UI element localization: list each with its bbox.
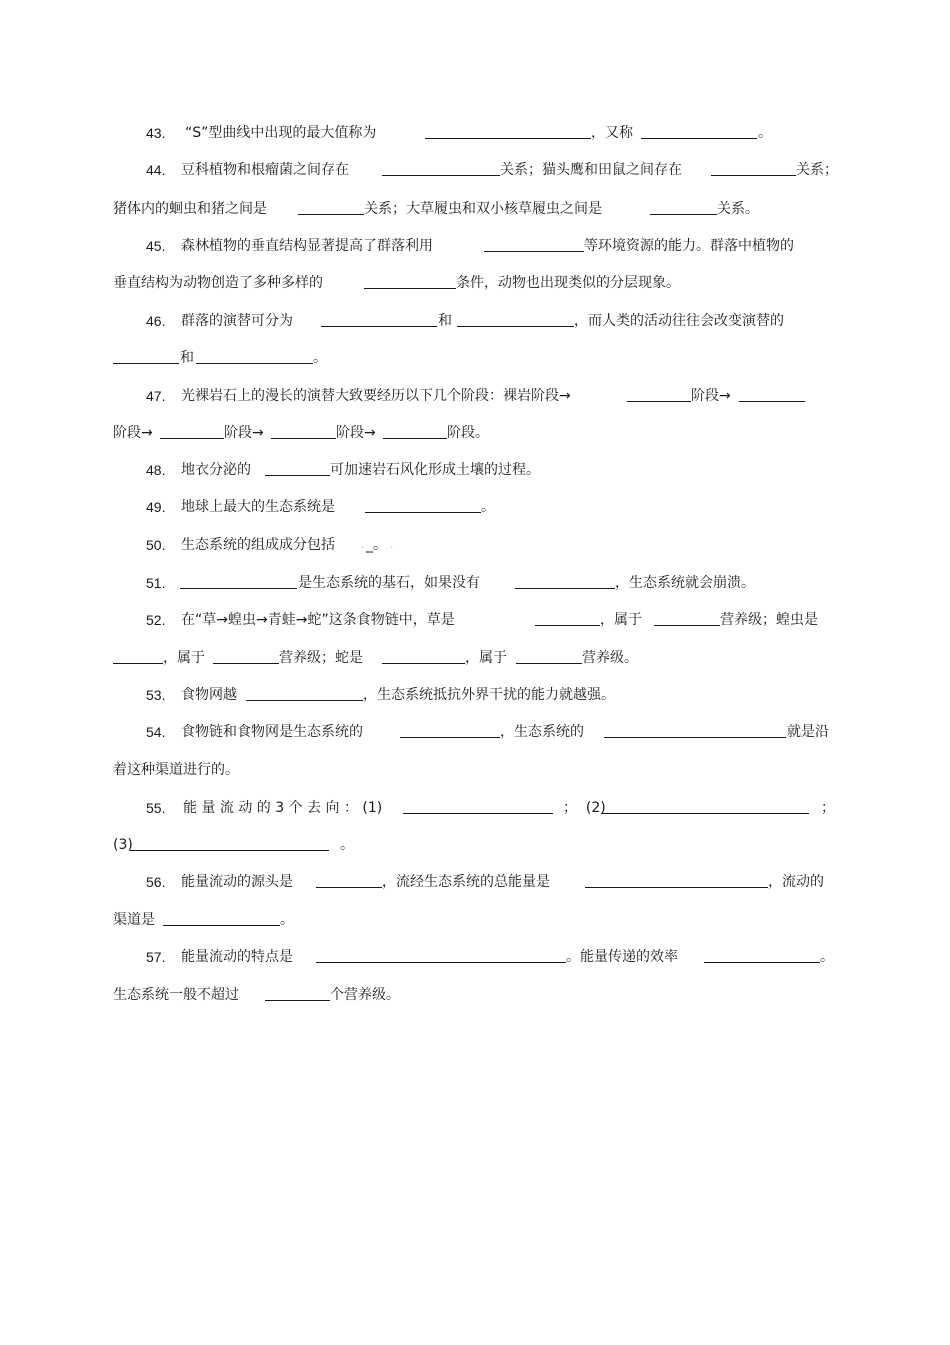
question-number: 56. — [146, 874, 166, 890]
answer-blank[interactable] — [246, 700, 363, 701]
question-47 — [0, 384, 950, 408]
question-text: 食物链和食物网是生态系统的 — [181, 724, 363, 740]
question-text: 和 — [180, 350, 194, 366]
question-text: 个营养级。 — [330, 987, 400, 1003]
question-52 — [0, 608, 950, 632]
answer-blank[interactable] — [711, 175, 796, 176]
question-text: 阶段→ — [336, 425, 376, 441]
question-56-cont — [0, 908, 950, 932]
answer-blank[interactable] — [160, 438, 224, 439]
question-text: 。能量传递的效率 — [566, 949, 678, 965]
question-number: 44. — [146, 162, 166, 178]
question-number: 43. — [146, 125, 166, 141]
question-45 — [0, 234, 950, 258]
question-text: 。 — [481, 499, 495, 515]
question-46-cont — [0, 346, 950, 370]
question-text: 渠道是 — [113, 912, 155, 928]
answer-blank[interactable] — [654, 625, 720, 626]
question-text: 豆科植物和根瘤菌之间存在 — [181, 162, 349, 178]
question-number: 55. — [146, 800, 166, 816]
question-57 — [0, 945, 950, 969]
question-text: 等环境资源的能力。群落中植物的 — [584, 238, 794, 254]
question-text: 和 — [438, 313, 452, 329]
question-text: ； — [821, 800, 835, 816]
answer-blank[interactable] — [382, 663, 465, 664]
question-54-cont — [0, 758, 950, 782]
question-text: 地球上最大的生态系统是 — [181, 499, 335, 515]
question-text: 。 — [280, 912, 294, 928]
answer-blank[interactable] — [515, 588, 615, 589]
answer-blank[interactable] — [484, 251, 584, 252]
answer-blank[interactable] — [739, 401, 805, 402]
question-text: 生态系统的组成成分包括 — [181, 537, 335, 553]
question-text: 能量流动的特点是 — [181, 949, 293, 965]
answer-blank[interactable] — [704, 962, 820, 963]
question-51 — [0, 571, 950, 595]
question-56 — [0, 870, 950, 894]
question-text: 阶段→ — [224, 425, 264, 441]
question-46 — [0, 309, 950, 333]
question-text: (3) — [113, 837, 133, 853]
question-text: 能 量 流 动 的 3 个 去 向 ： (1) — [183, 800, 383, 816]
question-text: ； (2) — [563, 800, 606, 816]
question-55 — [0, 796, 950, 820]
question-text: ，生态系统抵抗外界干扰的能力就越强。 — [363, 687, 615, 703]
question-text: ，属于 — [600, 612, 642, 628]
question-number: 54. — [146, 724, 166, 740]
question-48 — [0, 458, 950, 482]
question-text: 猪体内的蛔虫和猪之间是 — [113, 201, 267, 217]
question-text: 营养级。 — [582, 650, 638, 666]
question-text: ，生态系统的 — [500, 724, 584, 740]
answer-blank[interactable] — [130, 850, 329, 851]
answer-blank[interactable] — [265, 1000, 330, 1001]
question-text: 关系。 — [717, 201, 759, 217]
question-number: 45. — [146, 238, 166, 254]
answer-blank[interactable] — [601, 813, 809, 814]
answer-blank[interactable] — [425, 138, 591, 139]
question-text: ，流动的 — [768, 874, 824, 890]
question-text: 阶段。 — [447, 425, 489, 441]
question-text: 关系； — [796, 162, 838, 178]
question-text: 森林植物的垂直结构显著提高了群落利用 — [181, 238, 433, 254]
question-text: 阶段→ — [691, 388, 731, 404]
answer-blank[interactable] — [641, 138, 757, 139]
answer-blank[interactable] — [516, 663, 582, 664]
answer-blank[interactable] — [316, 887, 382, 888]
question-text: 地衣分泌的 — [181, 462, 251, 478]
question-text: ，属于 — [465, 650, 507, 666]
answer-blank[interactable] — [316, 962, 566, 963]
question-number: 57. — [146, 949, 166, 965]
question-text: 。 — [758, 125, 772, 141]
question-number: 53. — [146, 687, 166, 703]
question-44 — [0, 158, 950, 182]
answer-blank[interactable] — [271, 438, 336, 439]
answer-blank[interactable] — [457, 326, 574, 327]
answer-blank[interactable] — [627, 401, 691, 402]
question-number: 50. — [146, 537, 166, 553]
question-47-cont — [0, 421, 950, 445]
answer-blank[interactable] — [365, 512, 481, 513]
question-number: 47. — [146, 388, 166, 404]
question-text: 可加速岩石风化形成土壤的过程。 — [330, 462, 540, 478]
question-text: “S”型曲线中出现的最大值称为 — [185, 125, 377, 141]
question-text: 着这种渠道进行的。 — [113, 762, 239, 778]
question-53 — [0, 683, 950, 707]
answer-blank[interactable] — [650, 214, 717, 215]
question-text: 食物网越 — [181, 687, 237, 703]
answer-blank[interactable] — [382, 175, 500, 176]
answer-blank[interactable] — [163, 925, 280, 926]
question-text: 营养级；蛇是 — [279, 650, 363, 666]
question-55-cont — [0, 833, 950, 857]
question-text: ，流经生态系统的总能量是 — [382, 874, 550, 890]
dot-mark: · — [361, 543, 365, 554]
answer-blank[interactable] — [180, 588, 297, 589]
question-text: 。 — [820, 949, 834, 965]
answer-blank[interactable] — [265, 475, 330, 476]
question-text: 群落的演替可分为 — [181, 313, 293, 329]
answer-blank[interactable] — [585, 887, 768, 888]
question-text: 就是沿 — [787, 724, 829, 740]
question-text: _。 — [366, 537, 387, 553]
question-text: 。 — [340, 837, 354, 853]
question-number: 52. — [146, 612, 166, 628]
answer-blank[interactable] — [364, 288, 456, 289]
question-number: 46. — [146, 313, 166, 329]
question-text: ，属于 — [163, 650, 205, 666]
answer-blank[interactable] — [403, 813, 553, 814]
question-text: 阶段→ — [113, 425, 153, 441]
question-text: 关系；大草履虫和双小核草履虫之间是 — [364, 201, 602, 217]
answer-blank[interactable] — [213, 663, 279, 664]
question-text: 营养级；蝗虫是 — [720, 612, 818, 628]
answer-blank[interactable] — [113, 663, 163, 664]
answer-blank[interactable] — [298, 214, 364, 215]
question-text: 在“草→蝗虫→青蛙→蛇”这条食物链中，草是 — [181, 612, 455, 628]
question-43 — [0, 121, 950, 145]
question-50 — [0, 533, 950, 557]
answer-blank[interactable] — [535, 625, 600, 626]
question-number: 51. — [146, 575, 166, 591]
question-number: 48. — [146, 462, 166, 478]
question-text: 条件，动物也出现类似的分层现象。 — [456, 275, 680, 291]
question-text: 光裸岩石上的漫长的演替大致要经历以下几个阶段：裸岩阶段→ — [181, 388, 571, 404]
question-49 — [0, 495, 950, 519]
question-45-cont — [0, 271, 950, 295]
answer-blank[interactable] — [604, 737, 786, 738]
answer-blank[interactable] — [383, 438, 447, 439]
question-text: ，而人类的活动往往会改变演替的 — [574, 313, 784, 329]
question-54 — [0, 720, 950, 744]
answer-blank[interactable] — [196, 363, 313, 364]
question-text: 关系；猫头鹰和田鼠之间存在 — [500, 162, 682, 178]
answer-blank[interactable] — [321, 326, 437, 327]
answer-blank[interactable] — [400, 737, 500, 738]
question-57-cont — [0, 983, 950, 1007]
question-number: 49. — [146, 499, 166, 515]
question-44-cont — [0, 197, 950, 221]
question-text: 能量流动的源头是 — [181, 874, 293, 890]
question-text: 垂直结构为动物创造了多种多样的 — [113, 275, 323, 291]
question-text: ，生态系统就会崩溃。 — [615, 575, 755, 591]
dot-mark: · — [390, 543, 394, 554]
question-text: 是生态系统的基石，如果没有 — [298, 575, 480, 591]
question-text: 。 — [313, 350, 327, 366]
question-52-cont — [0, 646, 950, 670]
answer-blank[interactable] — [113, 363, 179, 364]
question-text: 生态系统一般不超过 — [113, 987, 239, 1003]
question-text: ，又称 — [591, 125, 633, 141]
